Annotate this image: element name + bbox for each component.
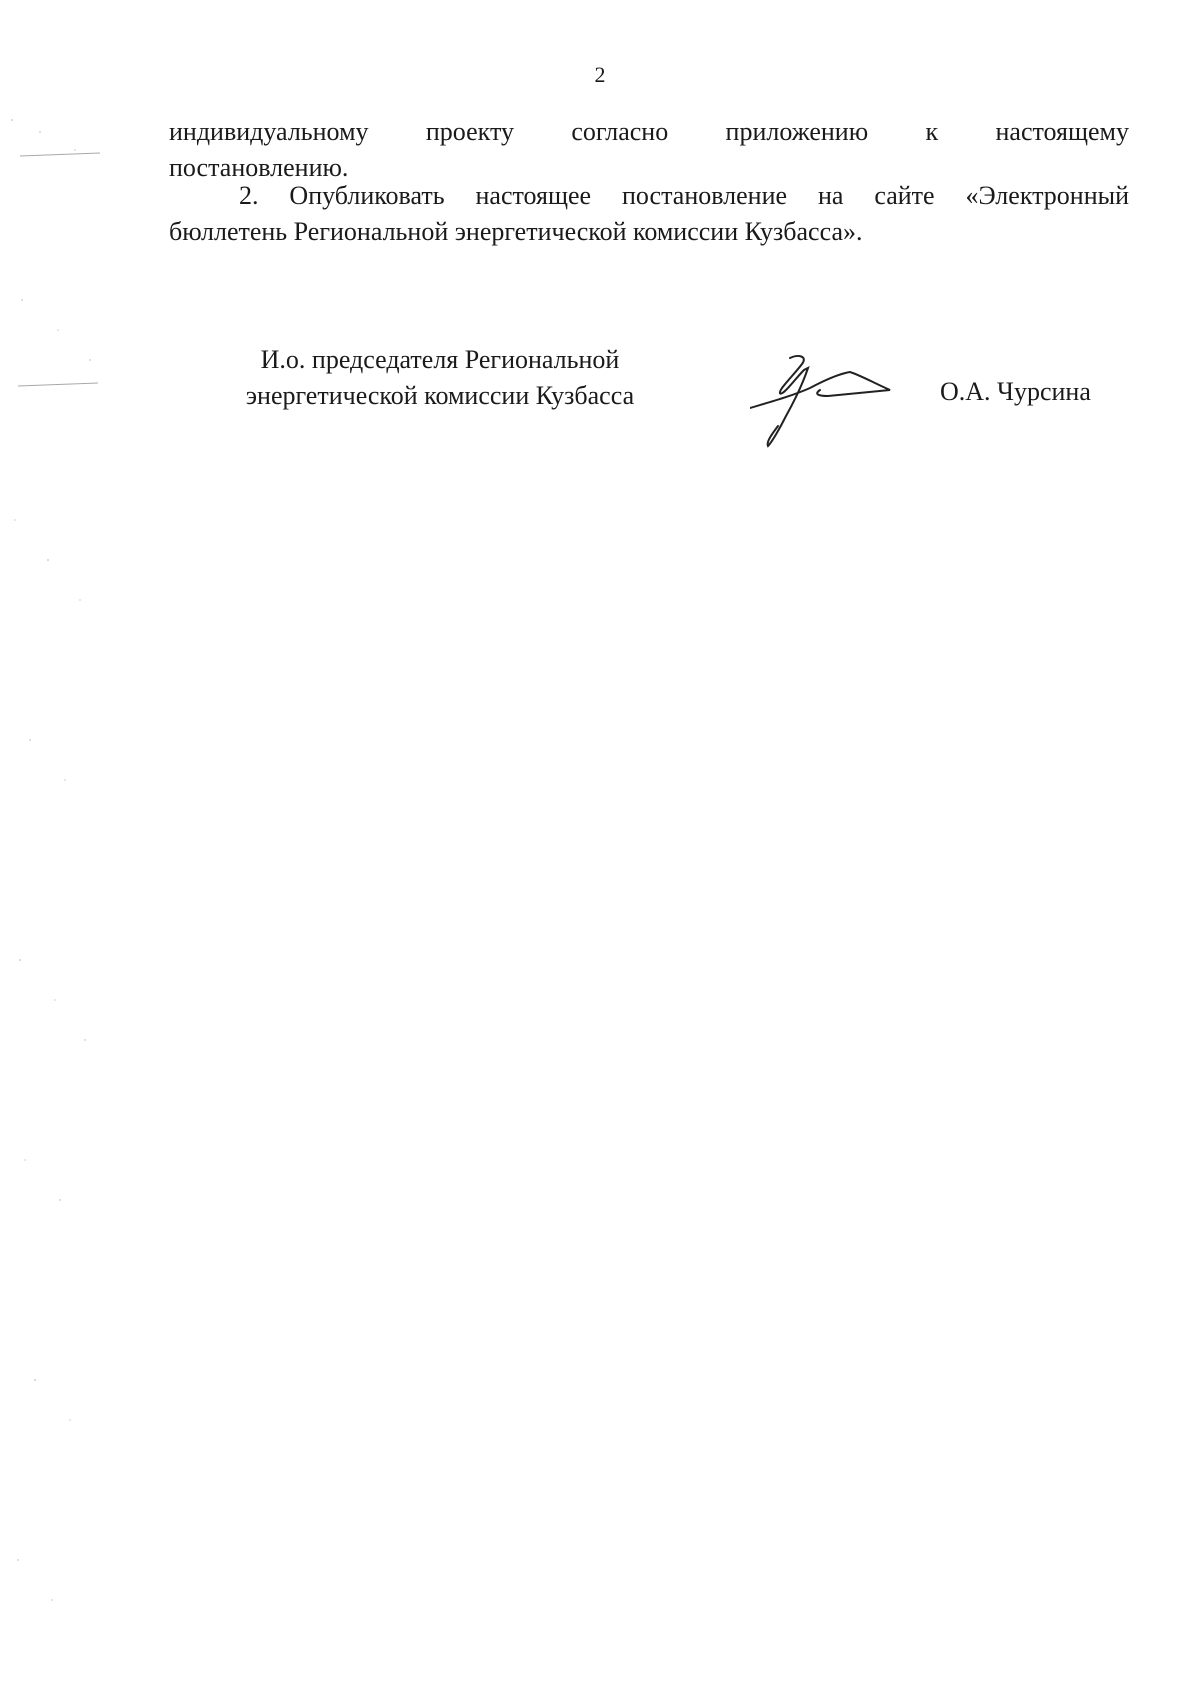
page-number: 2 — [594, 62, 606, 87]
paragraph-1-line-1: индивидуальному проекту согласно приложению к настоящему — [169, 117, 1129, 146]
signatory-title-line-2: энергетической комиссии Кузбасса — [245, 381, 635, 410]
paragraph-1 — [169, 114, 1129, 186]
signatory-title — [195, 342, 685, 414]
signatory-title-line-1: И.о. председателя Региональной — [260, 345, 620, 374]
handwritten-signature — [750, 350, 900, 450]
paragraph-1-line-2: постановлению. — [169, 153, 349, 182]
paragraph-2-line-2: бюллетень Региональной энергетической комиссии Кузбасса». — [169, 217, 863, 246]
paragraph-2-line-1: 2. Опубликовать настоящее постановление на сайте «Электронный — [239, 181, 1129, 210]
paragraph-2 — [169, 178, 1129, 250]
scan-edge-noise — [0, 0, 140, 1698]
signatory-name: О.А. Чурсина — [940, 377, 1091, 406]
